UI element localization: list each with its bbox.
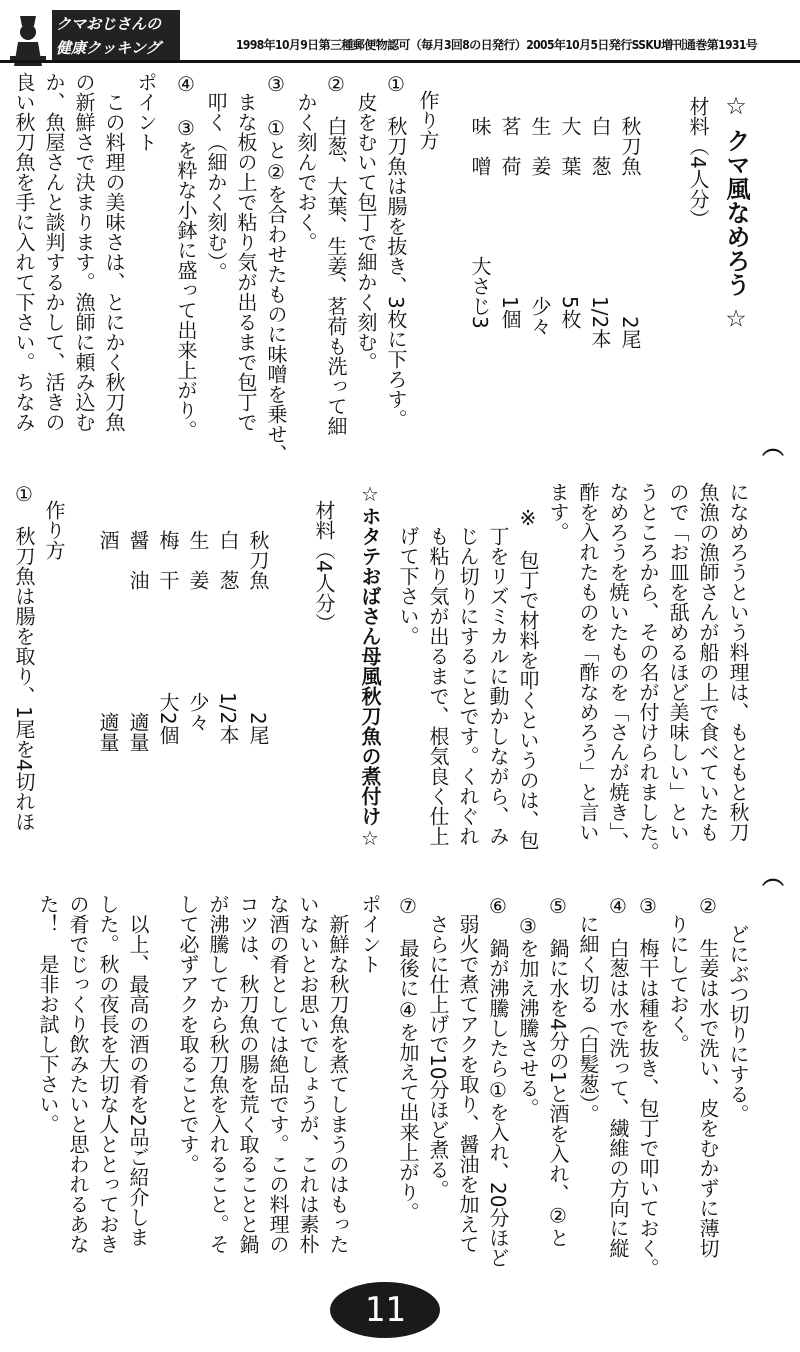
cont-line: ※ 包丁で材料を叩くというのは、包	[516, 506, 540, 850]
ingredient-qty: 大さじ3	[468, 256, 492, 329]
point-line: な酒の肴としては絶品です。この料理の	[266, 894, 290, 1254]
cont-line: じん切りにすることです。くれぐれ	[456, 506, 480, 846]
ingredient-name: 白 葱	[588, 116, 612, 176]
publication-info: 1998年10月9日第三種郵便物認可（毎月3回8の日発行）2005年10月5日発行SSKU増刊通巻第1931号	[236, 38, 758, 52]
step-line: 弱火で煮てアクを取り、醤油を加えて	[456, 894, 480, 1254]
step-line: ③ 梅干は種を抜き、包丁で叩いておく。	[636, 894, 660, 1278]
cont-line: ます。	[546, 482, 570, 542]
ingredient-name: 大 葉	[558, 116, 582, 176]
point-line: 新鮮な秋刀魚を煮てしまうのはもった	[326, 894, 350, 1254]
page-number: 11	[330, 1282, 440, 1338]
step-line: ④ 白葱は水で洗って、繊維の方向に縦	[606, 894, 630, 1258]
ingredient-qty: 適量	[96, 712, 120, 752]
ingredient-qty: 少々	[186, 692, 210, 732]
ingredient-name: 生 姜	[528, 116, 552, 176]
ingredient-qty: 大2個	[156, 692, 180, 745]
closing-line: た！ 是非お試し下さい。	[36, 894, 60, 1134]
ingredient-qty: 1/2本	[216, 692, 240, 745]
ingredient-name: 酒	[96, 530, 120, 550]
step-line: 皮をむいて包丁で細かく刻む。	[354, 72, 378, 372]
step-line: さらに仕上げで10分ほど煮る。	[426, 894, 450, 1200]
step-line: ② 生姜は水で洗い、皮をむかずに薄切	[696, 894, 720, 1258]
ingredient-qty: 適量	[126, 712, 150, 752]
step-line: りにしておく。	[666, 894, 690, 1054]
cont-line: 魚漁の漁師さんが船の上で食べていたも	[696, 482, 720, 842]
point-label: ポイント	[358, 894, 382, 974]
ingredient-name: 梅 干	[156, 530, 180, 590]
bear-chef-icon	[6, 10, 50, 66]
cont-line: ので「お皿を舐めるほど美味しい」とい	[666, 482, 690, 842]
step-line: ① 秋刀魚は腸を抜き、3枚に下ろす。	[384, 72, 408, 429]
recipe2-method-label: 作り方	[42, 500, 66, 560]
step-line: どにぶつ切りにする。	[726, 904, 750, 1124]
recipe1-title: ☆ クマ風なめろう ☆	[722, 92, 750, 333]
cont-line: になめろうという料理は、もともと秋刀	[726, 482, 750, 842]
ingredient-qty: 2尾	[618, 316, 642, 349]
recipe2-title: ☆ホタテおばさん母風秋刀魚の煮付け☆	[358, 482, 382, 850]
ingredient-name: 醤 油	[126, 530, 150, 590]
ingredient-qty: 1個	[498, 296, 522, 329]
closing-line: した。秋の夜長を大切な人ととっておき	[96, 894, 120, 1254]
ingredient-qty: 少々	[528, 296, 552, 336]
point-line: か、魚屋さんと談判するかして、活きの	[42, 72, 66, 432]
step-line: 叩く（細かく刻む）。	[204, 72, 228, 282]
point-line: 良い秋刀魚を手に入れて下さい。ちなみ	[12, 72, 36, 432]
step-line: ⑥ 鍋が沸騰したら①を入れ、20分ほど	[486, 894, 510, 1268]
point-line: して必ずアクを取ることです。	[176, 894, 200, 1174]
recipe2-materials-label: 材料（4人分）	[312, 500, 336, 633]
step-line: ③を加え沸騰させる。	[516, 894, 540, 1118]
point-label: ポイント	[134, 72, 158, 152]
logo-line2: 健康クッキング	[56, 39, 161, 57]
point-line: の新鮮さで決まります。漁師に頼み込む	[72, 72, 96, 432]
header-rule	[0, 60, 800, 63]
step-line: ③ ①と②を合わせたものに味噌を乗せ、	[264, 72, 288, 464]
cont-line: 酢を入れたものを「酢なめろう」と言い	[576, 482, 600, 842]
cont-line: なめろうを焼いたものを「さんが焼き」、	[606, 482, 630, 852]
cont-line: げて下さい。	[396, 506, 420, 646]
ingredient-qty: 5枚	[558, 296, 582, 329]
ingredient-qty: 2尾	[246, 712, 270, 745]
recipe1-method-label: 作り方	[416, 90, 440, 150]
point-line: が沸騰してから秋刀魚を入れること。そ	[206, 894, 230, 1254]
ingredient-qty: 1/2本	[588, 296, 612, 349]
step-line: ① 秋刀魚は腸を取り、1尾を4切れほ	[12, 482, 36, 832]
ingredient-name: 秋刀魚	[246, 530, 270, 590]
ingredient-name: 茗 荷	[498, 116, 522, 176]
step-line: ⑤ 鍋に水を4分の1と酒を入れ、②と	[546, 894, 570, 1248]
ingredient-name: 味 噌	[468, 116, 492, 176]
cont-line: も粘り気が出るまで、根気良く仕上	[426, 506, 450, 846]
header-logo	[4, 4, 184, 66]
recipe1-materials-label: 材料（4人分）	[686, 96, 710, 229]
step-line: ② 白葱、大葉、生姜、茗荷も洗って細	[324, 72, 348, 436]
step-line: まな板の上で粘り気が出るまで包丁で	[234, 72, 258, 432]
section-mark: ︵	[762, 435, 785, 460]
closing-line: の肴でじっくり飲みたいと思われるあな	[66, 894, 90, 1254]
step-line: ⑦ 最後に④を加えて出来上がり。	[396, 894, 420, 1222]
point-line: コツは、秋刀魚の腸を荒く取ることと鍋	[236, 894, 260, 1254]
ingredient-name: 秋刀魚	[618, 116, 642, 176]
cont-line: うところから、その名が付けられました。	[636, 482, 660, 862]
cont-line: 丁をリズミカルに動かしながら、み	[486, 506, 510, 846]
step-line: に細く切る（白髪葱）。	[576, 894, 600, 1124]
ingredient-name: 生 姜	[186, 530, 210, 590]
point-line: いないとお思いでしょうが、これは素朴	[296, 894, 320, 1254]
closing-line: 以上、最高の酒の肴を2品ご紹介しま	[126, 894, 150, 1247]
logo-line1: クマおじさんの	[56, 15, 162, 33]
step-line: ④ ③を粋な小鉢に盛って出来上がり。	[174, 72, 198, 440]
logo-title	[52, 10, 180, 62]
step-line: かく刻んでおく。	[294, 72, 318, 252]
ingredient-name: 白 葱	[216, 530, 240, 590]
section-mark: ︵	[762, 865, 785, 890]
point-line: この料理の美味さは、とにかく秋刀魚	[102, 72, 126, 432]
